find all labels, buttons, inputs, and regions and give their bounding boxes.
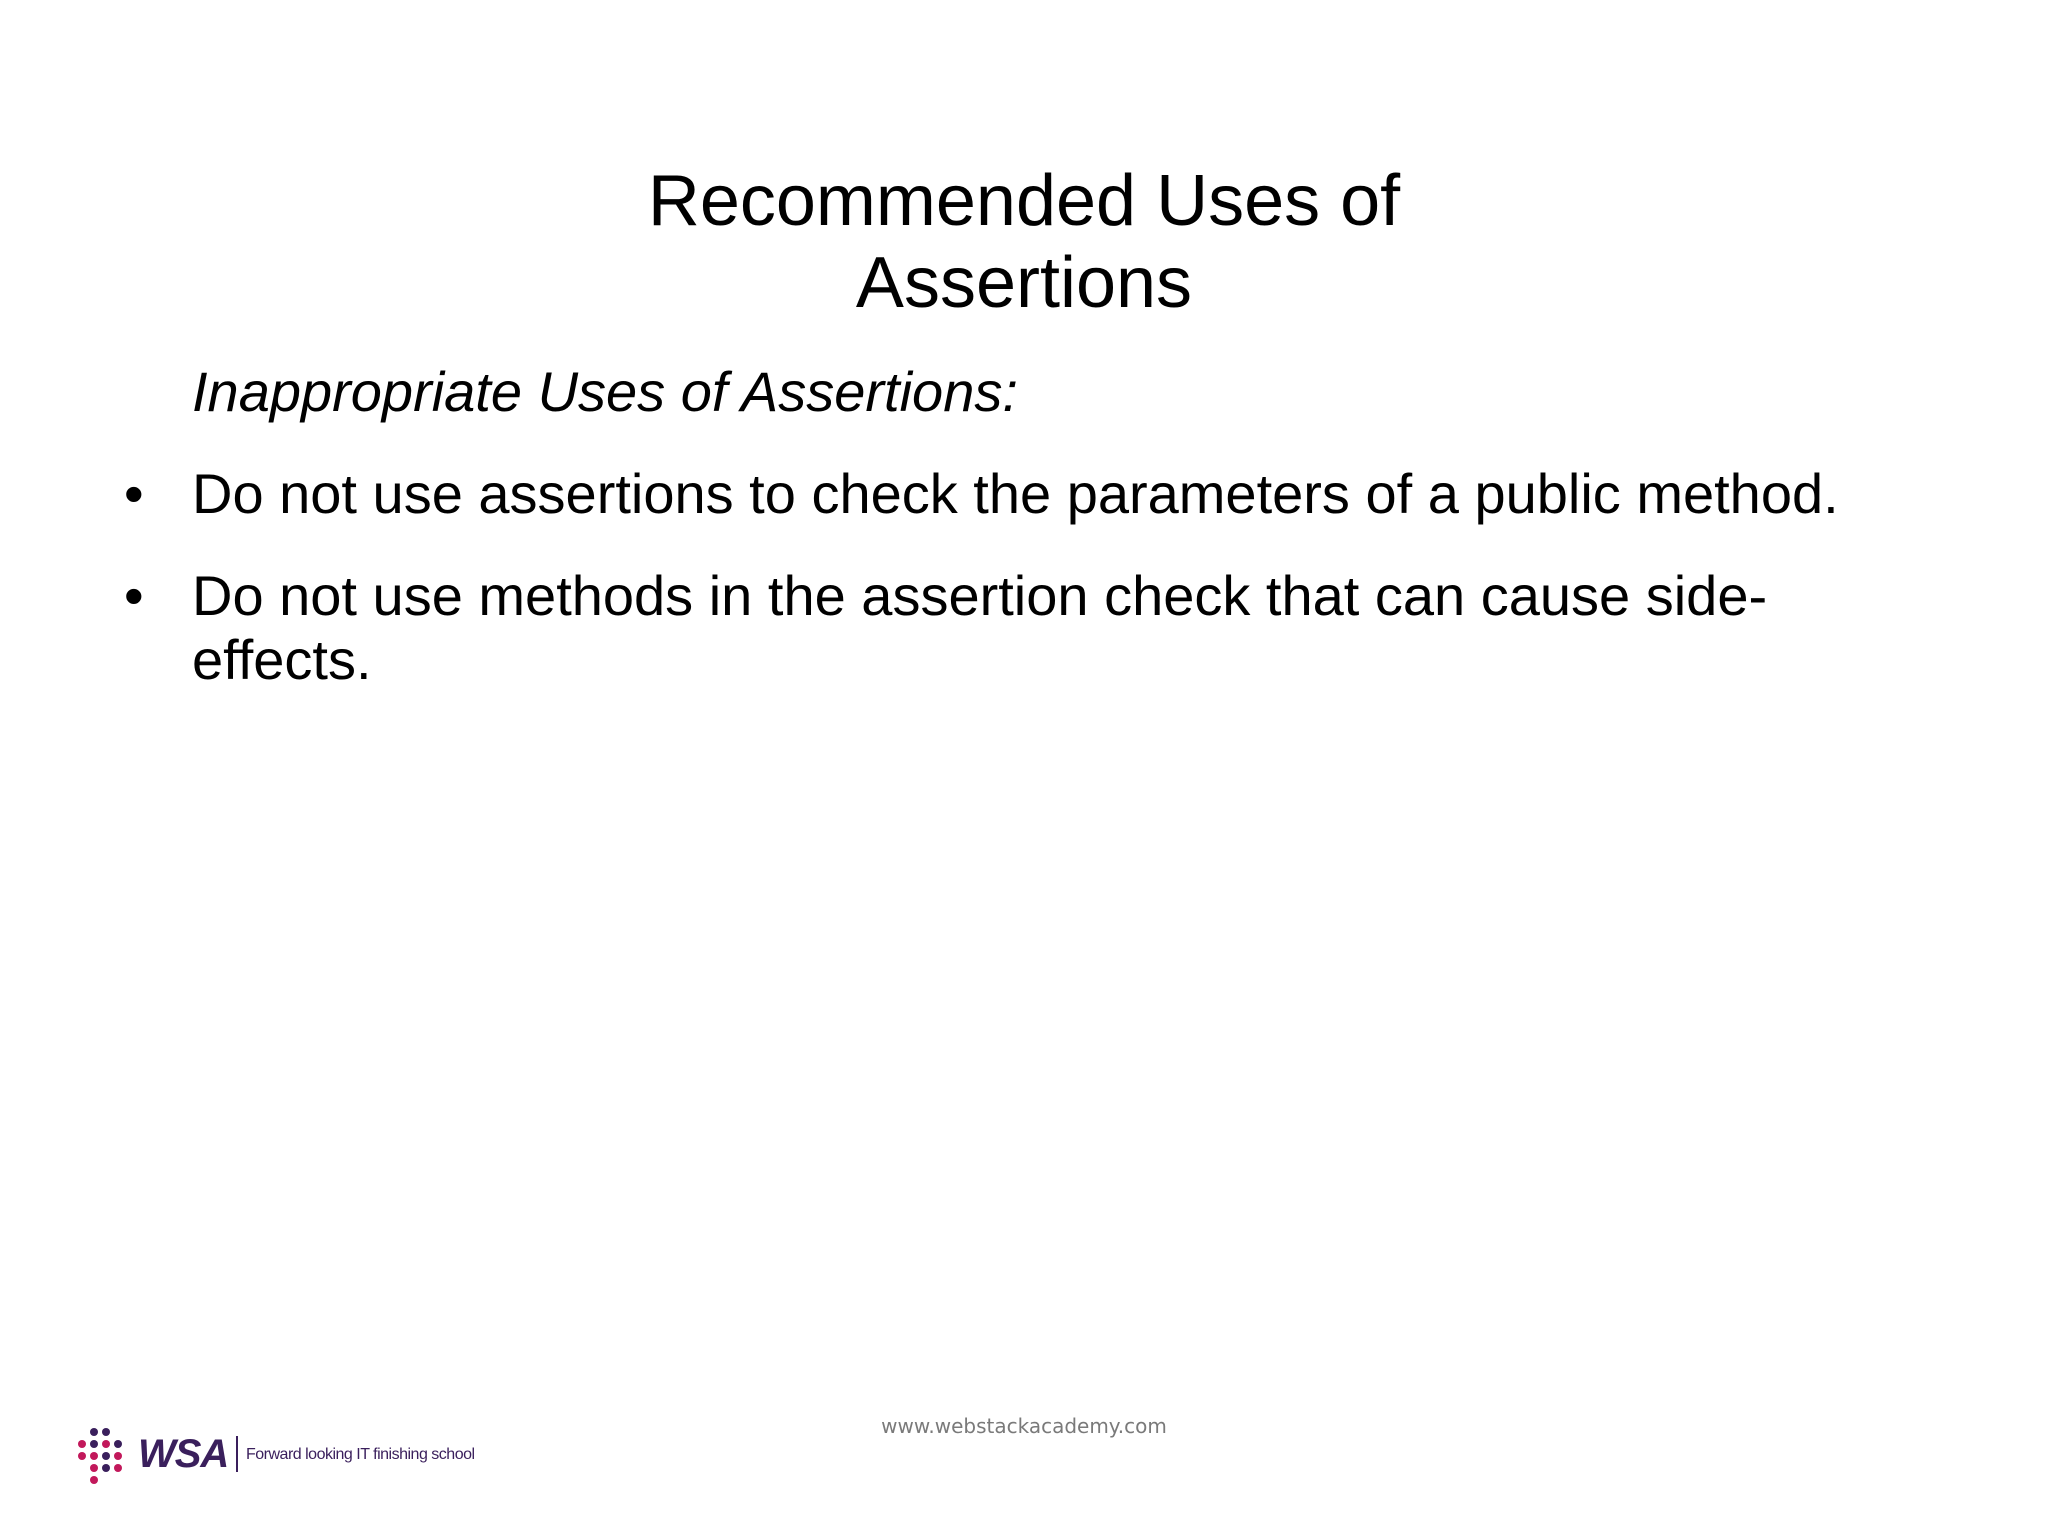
footer-url: www.webstackacademy.com bbox=[881, 1414, 1167, 1438]
slide-title-line-1: Recommended Uses of bbox=[647, 161, 1401, 242]
slide-title-line-2: Assertions bbox=[855, 243, 1193, 324]
bullet-text: Do not use methods in the assertion check that can cause side-effects. bbox=[192, 564, 1768, 691]
wsa-logo bbox=[72, 1426, 492, 1492]
logo-wordmark: WSA bbox=[138, 1432, 229, 1476]
logo-tagline: Forward looking IT finishing school bbox=[246, 1446, 475, 1463]
bullet-item bbox=[120, 564, 1920, 692]
bullet-icon: • bbox=[124, 564, 144, 627]
slide-body bbox=[120, 360, 1920, 730]
bullet-text: Do not use assertions to check the parameters of a public method. bbox=[192, 462, 1839, 525]
subheading: Inappropriate Uses of Assertions: bbox=[192, 360, 1018, 423]
bullet-item bbox=[120, 462, 1920, 526]
logo-divider bbox=[236, 1436, 238, 1472]
logo-dots-icon bbox=[72, 1426, 132, 1486]
slide-title bbox=[0, 160, 2048, 324]
bullet-icon: • bbox=[124, 462, 144, 525]
